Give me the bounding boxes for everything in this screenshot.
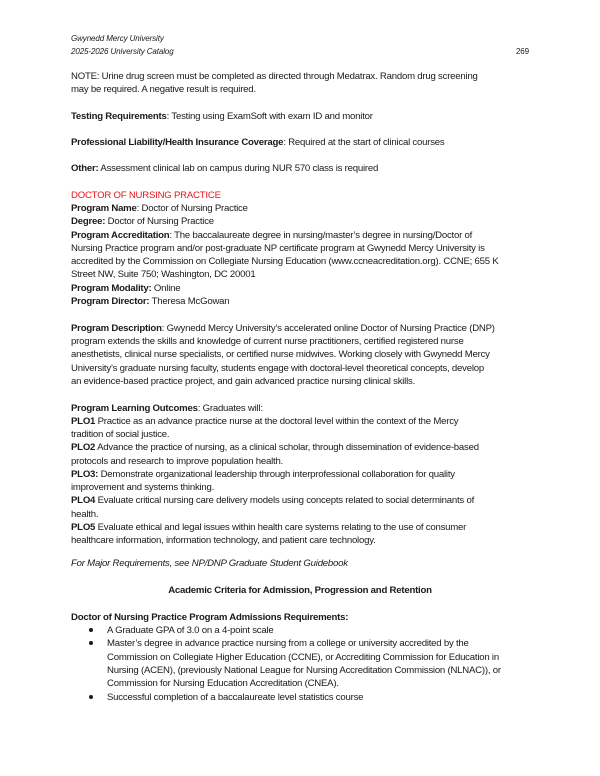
plo-code: PLO4 bbox=[71, 495, 96, 506]
plo-line: protocols and research to improve population health. bbox=[71, 456, 284, 467]
text: Online bbox=[151, 283, 181, 294]
plo-line: improvement and systems thinking. bbox=[71, 482, 215, 493]
plo-item bbox=[71, 468, 455, 481]
label: Testing Requirements bbox=[71, 111, 167, 122]
label: Program Accreditation bbox=[71, 230, 170, 241]
plo-text: Evaluate ethical and legal issues within health care systems relating to the use of consumer bbox=[95, 522, 467, 533]
plo-item bbox=[71, 494, 474, 507]
bullet-icon bbox=[89, 695, 93, 699]
liability-coverage bbox=[71, 136, 445, 149]
accreditation-line: Street NW, Suite 750; Washington, DC 20001 bbox=[71, 269, 256, 280]
text: : Graduates will: bbox=[197, 403, 263, 414]
program-modality bbox=[71, 282, 180, 295]
description-line: program extends the skills and knowledge of current nurse practitioners, certified registered nurse bbox=[71, 336, 464, 347]
plo-item bbox=[71, 415, 458, 428]
label: Program Director: bbox=[71, 296, 150, 307]
label: Program Description bbox=[71, 323, 162, 334]
text: : Gwynedd Mercy University’s accelerated online Doctor of Nursing Practice (DNP) bbox=[161, 323, 495, 334]
accreditation-line: Nursing Practice program and/or post-graduate NP certificate program at Gwynedd Mercy University is bbox=[71, 243, 485, 254]
admission-requirement: Successful completion of a baccalaureate level statistics course bbox=[107, 692, 364, 703]
text: Doctor of Nursing Practice bbox=[105, 216, 214, 227]
criteria-heading: Academic Criteria for Admission, Progression and Retention bbox=[168, 585, 432, 596]
plo-line: tradition of social justice. bbox=[71, 429, 170, 440]
program-director bbox=[71, 295, 229, 308]
admission-requirement: A Graduate GPA of 3.0 on a 4-point scale bbox=[107, 625, 274, 636]
header-catalog: 2025-2026 University Catalog bbox=[71, 47, 174, 56]
section-heading: DOCTOR OF NURSING PRACTICE bbox=[71, 190, 221, 201]
admission-requirement: Master’s degree in advance practice nursing from a college or university accredited by the bbox=[107, 638, 469, 649]
plo-code: PLO3: bbox=[71, 469, 99, 480]
program-degree bbox=[71, 215, 214, 228]
plo-code: PLO2 bbox=[71, 442, 96, 453]
text: Theresa McGowan bbox=[149, 296, 230, 307]
other-requirements bbox=[71, 162, 378, 175]
label: Program Name bbox=[71, 203, 137, 214]
bullet-icon bbox=[89, 641, 93, 645]
program-description bbox=[71, 322, 495, 335]
accreditation-line: accredited by the Commission on Collegiate Nursing Education (www.ccneacreditation.org). CCNE; 655 K bbox=[71, 256, 499, 267]
header-university: Gwynedd Mercy University bbox=[71, 34, 164, 43]
label: Professional Liability/Health Insurance Coverage bbox=[71, 137, 284, 148]
requirement-line: Nursing (ACEN), (previously National League for Nursing Accreditation Commission (NLNAC)), or bbox=[107, 665, 501, 676]
label: Program Learning Outcomes bbox=[71, 403, 198, 414]
note-line: NOTE: Urine drug screen must be completed as directed through Medatrax. Random drug screening bbox=[71, 71, 478, 82]
text: : Required at the start of clinical courses bbox=[283, 137, 445, 148]
plo-item bbox=[71, 441, 479, 454]
text: : Testing using ExamSoft with exam ID and monitor bbox=[166, 111, 373, 122]
admissions-heading: Doctor of Nursing Practice Program Admissions Requirements: bbox=[71, 612, 349, 623]
note-line: may be required. A negative result is required. bbox=[71, 84, 256, 95]
requirement-line: Commission for Nursing Education Accreditation (CNEA). bbox=[107, 678, 339, 689]
description-line: anesthetists, clinical nurse specialists, or certified nurse midwives. Working closely with Gwynedd Mercy bbox=[71, 349, 490, 360]
page-number: 269 bbox=[515, 47, 529, 56]
plo-line: health. bbox=[71, 509, 99, 520]
text: : The baccalaureate degree in nursing/master’s degree in nursing/Doctor of bbox=[169, 230, 473, 241]
plo-text: Practice as an advance practice nurse at the doctoral level within the context of the Mercy bbox=[95, 416, 459, 427]
text: : Doctor of Nursing Practice bbox=[136, 203, 248, 214]
plo-code: PLO5 bbox=[71, 522, 96, 533]
description-line: an evidence-based practice project, and gain advanced practice nursing clinical skills. bbox=[71, 376, 416, 387]
label: Other: bbox=[71, 163, 99, 174]
learning-outcomes-heading bbox=[71, 402, 263, 415]
label: Program Modality: bbox=[71, 283, 152, 294]
bullet-icon bbox=[89, 628, 93, 632]
plo-text: Demonstrate organizational leadership through interprofessional collaboration for quality bbox=[98, 469, 455, 480]
program-name bbox=[71, 202, 248, 215]
program-accreditation bbox=[71, 229, 472, 242]
testing-requirements bbox=[71, 110, 373, 123]
plo-item bbox=[71, 521, 466, 534]
plo-code: PLO1 bbox=[71, 416, 96, 427]
requirement-line: Commission on Collegiate Higher Education (CCNE), or Accrediting Commission for Education in bbox=[107, 652, 499, 663]
label: Degree: bbox=[71, 216, 106, 227]
text: Assessment clinical lab on campus during NUR 570 class is required bbox=[98, 163, 379, 174]
plo-text: Advance the practice of nursing, as a clinical scholar, through dissemination of evidence-based bbox=[95, 442, 479, 453]
major-requirements-note: For Major Requirements, see NP/DNP Graduate Student Guidebook bbox=[71, 558, 348, 569]
description-line: University’s graduate nursing faculty, students engage with doctoral-level theoretical concepts, develop bbox=[71, 363, 484, 374]
plo-line: healthcare information, information technology, and patient care technology. bbox=[71, 535, 376, 546]
plo-text: Evaluate critical nursing care delivery models using concepts related to social determinants of bbox=[95, 495, 475, 506]
